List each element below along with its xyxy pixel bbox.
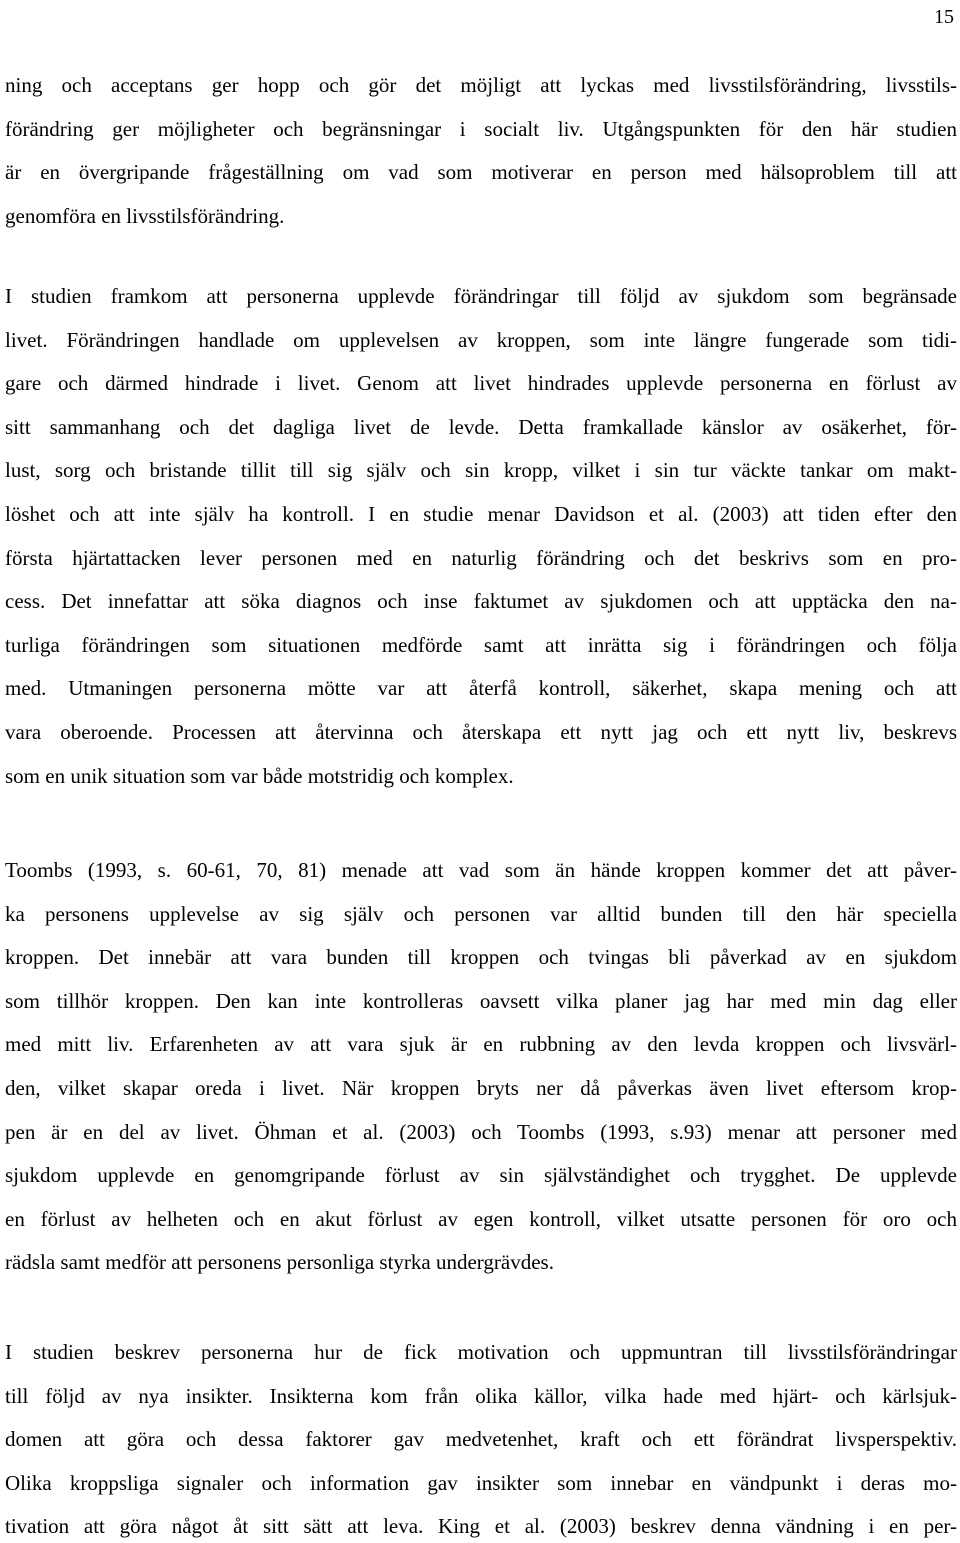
text-line: en förlust av helheten och en akut förlust av egen kontroll, vilket utsatte personen för oro och — [5, 1206, 957, 1231]
text-line: är en övergripande frågeställning om vad som motiverar en person med hälsoproblem till att — [5, 160, 957, 185]
text-line: till följd av nya insikter. Insikterna kom från olika källor, vilka hade med hjärt- och kärlsjuk- — [5, 1383, 957, 1408]
text-line: sitt sammanhang och det dagliga livet de levde. Detta framkallade känslor av osäkerhet, för- — [5, 414, 957, 439]
text-line: med mitt liv. Erfarenheten av att vara sjuk är en rubbning av den levda kroppen och livsvärl- — [5, 1032, 957, 1057]
text-line: tivation att göra något åt sitt sätt att leva. King et al. (2003) beskrev denna vändning i en per- — [5, 1514, 957, 1539]
text-line: Olika kroppsliga signaler och information gav insikter som innebar en vändpunkt i deras mo- — [5, 1470, 957, 1495]
text-line: vara oberoende. Processen att återvinna och återskapa ett nytt jag och ett nytt liv, beskrevs — [5, 720, 957, 744]
text-line: förändring ger möjligheter och begränsningar i socialt liv. Utgångspunkten för den här studien — [5, 116, 957, 141]
text-line: första hjärtattacken lever personen med en naturlig förändring och det beskrivs som en pro- — [5, 545, 957, 570]
text-line: genomföra en livsstilsförändring. — [5, 203, 285, 228]
text-line: sjukdom upplevde en genomgripande förlust av sin självständighet och trygghet. De upplevde — [5, 1163, 957, 1188]
text-line: I studien beskrev personerna hur de fick motivation och uppmuntran till livsstilsförändringar — [5, 1340, 957, 1364]
text-line: rädsla samt medför att personens personliga styrka undergrävdes. — [5, 1250, 554, 1275]
page-number: 15 — [934, 6, 954, 28]
text-line: gare och därmed hindrade i livet. Genom att livet hindrades upplevde personerna en förlust av — [5, 371, 957, 396]
text-line: med. Utmaningen personerna mötte var att återfå kontroll, säkerhet, skapa mening och att — [5, 676, 957, 701]
text-line: kroppen. Det innebär att vara bunden till kroppen och tvingas bli påverkad av en sjukdom — [5, 945, 957, 970]
text-line: ka personens upplevelse av sig själv och personen var alltid bunden till den här speciella — [5, 901, 957, 926]
text-line: I studien framkom att personerna upplevde förändringar till följd av sjukdom som begränsade — [5, 284, 957, 308]
text-line: domen att göra och dessa faktorer gav medvetenhet, kraft och ett förändrat livsperspektiv. — [5, 1427, 957, 1452]
text-line: pen är en del av livet. Öhman et al. (2003) och Toombs (1993, s.93) menar att personer med — [5, 1119, 957, 1144]
text-line: Toombs (1993, s. 60-61, 70, 81) menade att vad som än hände kroppen kommer det att påver- — [5, 858, 957, 882]
text-line: ning och acceptans ger hopp och gör det möjligt att lyckas med livsstilsförändring, livsstils- — [5, 73, 957, 97]
text-line: som tillhör kroppen. Den kan inte kontrolleras oavsett vilka planer jag har med min dag eller — [5, 988, 957, 1013]
text-line: cess. Det innefattar att söka diagnos och inse faktumet av sjukdomen och att upptäcka den na- — [5, 589, 957, 614]
text-line: den, vilket skapar oreda i livet. När kroppen bryts ner då påverkas även livet eftersom krop- — [5, 1076, 957, 1100]
text-line: löshet och att inte själv ha kontroll. I en studie menar Davidson et al. (2003) att tiden efter den — [5, 502, 957, 526]
text-line: som en unik situation som var både motstridig och komplex. — [5, 763, 514, 788]
text-line: turliga förändringen som situationen medförde samt att inrätta sig i förändringen och följa — [5, 632, 957, 657]
text-line: lust, sorg och bristande tillit till sig själv och sin kropp, vilket i sin tur väckte tankar om makt- — [5, 458, 957, 483]
text-line: livet. Förändringen handlade om upplevelsen av kroppen, som inte längre fungerade som tidi- — [5, 327, 957, 352]
